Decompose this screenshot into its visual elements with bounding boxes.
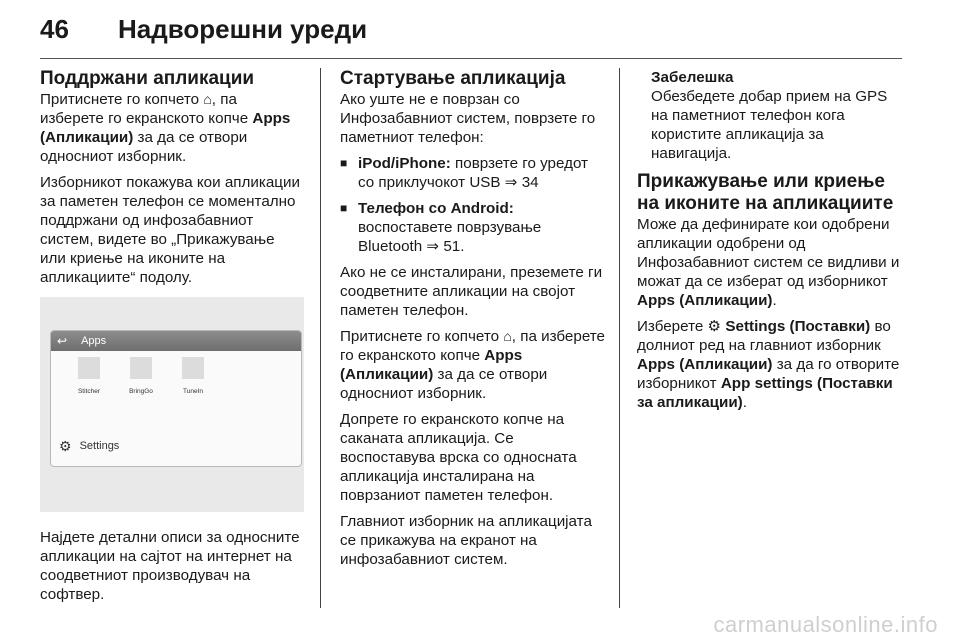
app-tile-stitcher: Stitcher (65, 357, 113, 401)
section-heading-show-hide-icons: Прикажување или криење на иконите на апликациите (637, 171, 894, 214)
paragraph: Ако уште не е поврзан со Инфозабавниот систем, поврзете го паметниот телефон: (340, 91, 596, 146)
settings-label: Settings (79, 440, 120, 452)
page-ref-icon: ⇒ (426, 238, 444, 255)
paragraph: Изберете ⚙ Settings (Поставки) во долниот ред на главниот изборник Apps (Апликации) за да го отворите изборникот App settings (Поставки за апликации). (637, 318, 900, 411)
section-heading-start-app: Стартување апликација (340, 68, 566, 89)
section-heading-supported-apps: Поддржани апликации (40, 68, 255, 89)
paragraph: Притиснете го копчето ⌂, па изберете го екранското копче Apps (Апликации) за да се отвори односниот изборник. (340, 328, 605, 402)
page-header (40, 14, 367, 45)
home-button-icon: ⌂ (503, 328, 512, 344)
apps-row (51, 351, 301, 401)
column-2 (340, 68, 605, 576)
note-title: Забелешка (651, 69, 734, 86)
list-item: ■ Телефон со Android: воспоставете поврзување Bluetooth ⇒ 51. (340, 199, 605, 256)
apps-screen-illustration (40, 297, 304, 512)
note-text: Обезбедете добар прием на GPS на паметниот телефон кога користите апликација за навигација. (651, 88, 888, 162)
back-arrow-icon: ↩ (57, 333, 68, 348)
column-1 (40, 68, 304, 611)
header-rule (40, 58, 902, 59)
bullet-list (340, 154, 605, 256)
note-block (637, 68, 905, 163)
watermark: carmanualsonline.info (713, 612, 938, 637)
app-tile-bringgo: BringGo (117, 357, 165, 401)
paragraph: Допрете го екранското копче на саканата апликација. Се воспоставува врска со односната апликација инсталирана на поврзаниот паметен телефон. (340, 411, 577, 504)
apps-screen (50, 330, 302, 467)
paragraph: Главниот изборник на апликацијата се прикажува на екранот на инфозабавниот систем. (340, 513, 592, 568)
app-icon (182, 357, 204, 379)
column-divider (619, 68, 620, 608)
paragraph: Ако не се инсталирани, преземете ги соодветните апликации на својот паметен телефон. (340, 264, 603, 319)
apps-screen-title-bar (51, 331, 301, 351)
app-icon (78, 357, 100, 379)
column-3 (637, 68, 905, 419)
apps-screen-title: Apps (81, 334, 107, 347)
paragraph: Најдете детални описи за односните апликации на сајтот на интернет на соодветниот производувач на софтвер. (40, 529, 300, 603)
paragraph: Притиснете го копчето ⌂, па изберете го екранското копче Apps (Апликации) за да се отвори односниот изборник. (40, 91, 291, 165)
settings-icon: ⚙ (707, 318, 726, 335)
paragraph: Може да дефинирате кои одобрени апликации одобрени од Инфозабавниот систем се видливи и можат да се изберат од изборникот Apps (Апликации). (637, 216, 900, 309)
home-button-icon: ⌂ (203, 91, 212, 107)
settings-icon: ⚙ (59, 438, 72, 454)
page-number: 46 (40, 14, 69, 44)
page-ref-icon: ⇒ (504, 174, 522, 191)
page-title: Надворешни уреди (118, 14, 368, 44)
app-tile-tunein: TuneIn (169, 357, 217, 401)
app-icon (130, 357, 152, 379)
paragraph: Изборникот покажува кои апликации за паметен телефон се моментално поддржани од инфозабавниот систем, видете во „Прикажување или криење на иконите на апликациите“ подолу. (40, 174, 300, 286)
settings-row (59, 437, 119, 456)
list-item: ■ iPod/iPhone: поврзете го уредот со приклучокот USB ⇒ 34 (340, 154, 605, 192)
column-divider (320, 68, 321, 608)
